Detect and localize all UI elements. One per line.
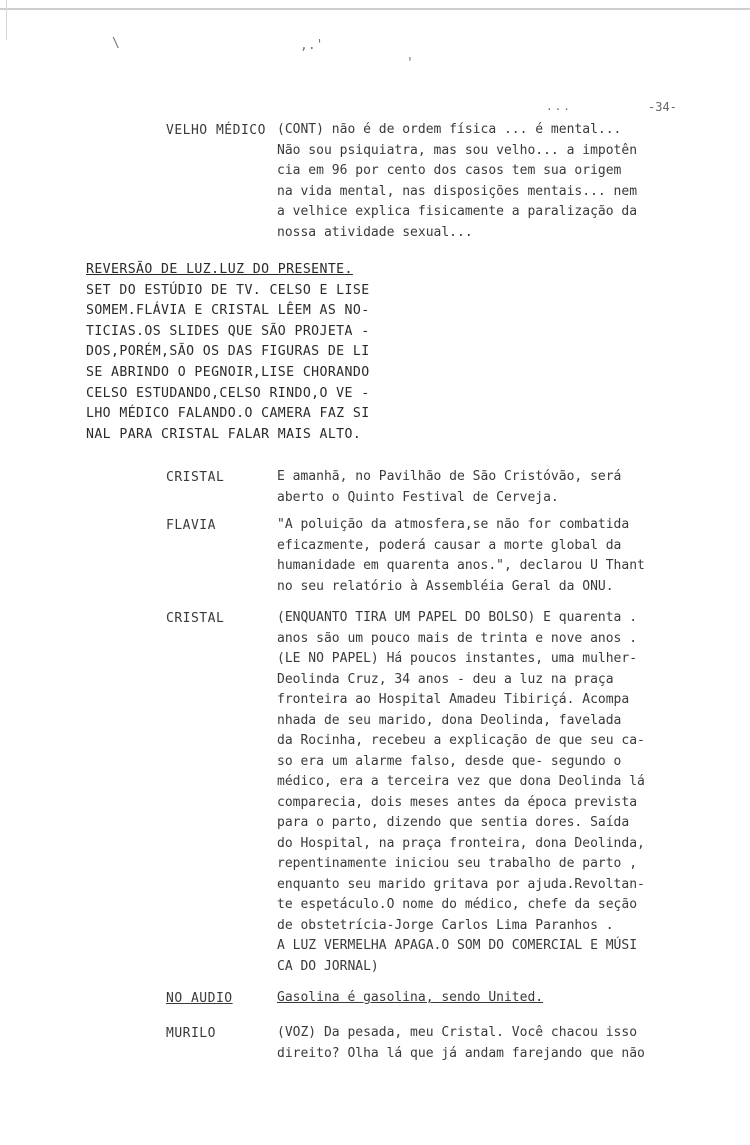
stage-direction xyxy=(86,260,370,445)
dialogue-line: a velhice explica fisicamente a paralização da xyxy=(277,204,638,219)
dialogue-text xyxy=(277,1023,645,1064)
dialogue-line: (LE NO PAPEL) Há poucos instantes, uma mulher- xyxy=(277,651,638,666)
top-dots: ... xyxy=(546,100,572,113)
dialogue-line: (VOZ) Da pesada, meu Cristal. Você chacou isso xyxy=(277,1025,638,1040)
dialogue-line: eficazmente, poderá causar a morte global da xyxy=(277,537,622,553)
dialogue-line: comparecia, dois meses antes da época prevista xyxy=(277,794,638,810)
dialogue-line: enquanto seu marido gritava por ajuda.Revoltan- xyxy=(277,876,645,892)
page-top-rule xyxy=(0,8,750,10)
dialogue-line: CA DO JORNAL) xyxy=(277,958,379,974)
dialogue-line: so era um alarme falso, desde que- segundo o xyxy=(277,753,622,769)
dialogue-line: de obstetrícia-Jorge Carlos Lima Paranhos . xyxy=(277,917,614,933)
dialogue-line: da Rocinha, recebeu a explicação de que seu ca- xyxy=(277,733,645,748)
dialogue-text xyxy=(277,467,621,508)
dialogue-line: aberto o Quinto Festival de Cerveja. xyxy=(277,489,559,505)
stage-line: SOMEM.FLÁVIA E CRISTAL LÊEM AS NO- xyxy=(86,303,370,319)
dialogue-line: A LUZ VERMELHA APAGA.O SOM DO COMERCIAL E MÚSI xyxy=(277,938,638,953)
stage-line: SE ABRINDO O PEGNOIR,LISE CHORANDO xyxy=(86,364,370,380)
dialogue-line: na vida mental, nas disposições mentais... nem xyxy=(277,183,638,199)
stage-line: LHO MÉDICO FALANDO.O CAMERA FAZ SI xyxy=(86,406,370,422)
page-number: -34- xyxy=(648,100,677,114)
dialogue-line: humanidade em quarenta anos.", declarou U Thant xyxy=(277,558,645,573)
dialogue-line: (CONT) não é de ordem física ... é mental... xyxy=(277,122,622,137)
dialogue-line: anos são um pouco mais de trinta e nove anos . xyxy=(277,630,638,646)
dialogue-line: nhada de seu marido, dona Deolinda, favelada xyxy=(277,712,622,728)
dialogue-line: cia em 96 por cento dos casos tem sua origem xyxy=(277,163,622,178)
dialogue-text xyxy=(277,608,645,977)
character-name: VELHO MÉDICO xyxy=(166,123,266,138)
scribble-mark: \ xyxy=(112,36,120,51)
page-left-edge xyxy=(6,0,7,40)
scribble-mark: ' xyxy=(406,56,414,71)
character-name: FLAVIA xyxy=(166,518,216,533)
stage-heading: REVERSÃO DE LUZ.LUZ DO PRESENTE. xyxy=(86,262,353,277)
dialogue-line: Não sou psiquiatra, mas sou velho... a impotên xyxy=(277,142,638,158)
dialogue-line: te espetáculo.O nome do médico, chefe da seção xyxy=(277,897,638,912)
dialogue-line: repentinamente iniciou seu trabalho de parto , xyxy=(277,856,638,871)
dialogue-line: Gasolina é gasolina, sendo United. xyxy=(277,990,544,1005)
dialogue-line: direito? Olha lá que já andam farejando que não xyxy=(277,1045,645,1061)
dialogue-line: do Hospital, na praça fronteira, dona Deolinda, xyxy=(277,835,645,851)
character-name: NO AUDIO xyxy=(166,991,233,1006)
dialogue-text xyxy=(277,988,543,1009)
dialogue-line: E amanhã, no Pavilhão de São Cristóvão, será xyxy=(277,469,622,484)
dialogue-text xyxy=(277,120,637,243)
stage-line: CELSO ESTUDANDO,CELSO RINDO,O VE - xyxy=(86,385,370,401)
scribble-mark: ,.' xyxy=(300,38,324,53)
dialogue-line: no seu relatório à Assembléia Geral da ONU. xyxy=(277,578,614,594)
dialogue-line: (ENQUANTO TIRA UM PAPEL DO BOLSO) E quarenta . xyxy=(277,610,638,625)
stage-line: NAL PARA CRISTAL FALAR MAIS ALTO. xyxy=(86,426,362,442)
dialogue-line: para o parto, dizendo que sentia dores. Saída xyxy=(277,815,630,830)
character-name: CRISTAL xyxy=(166,470,225,485)
stage-line: DOS,PORÉM,SÃO OS DAS FIGURAS DE LI xyxy=(86,344,370,360)
character-name: CRISTAL xyxy=(166,611,225,626)
dialogue-line: "A poluição da atmosfera,se não for combatida xyxy=(277,517,630,532)
dialogue-text xyxy=(277,515,645,597)
character-name: MURILO xyxy=(166,1026,216,1041)
dialogue-line: fronteira ao Hospital Amadeu Tibiriçá. Acompa xyxy=(277,692,630,707)
dialogue-line: nossa atividade sexual... xyxy=(277,224,473,240)
dialogue-line: Deolinda Cruz, 34 anos - deu a luz na praça xyxy=(277,671,614,687)
stage-line: TICIAS.OS SLIDES QUE SÃO PROJETA - xyxy=(86,323,370,339)
dialogue-line: médico, era a terceira vez que dona Deolinda lá xyxy=(277,774,645,789)
stage-line: SET DO ESTÚDIO DE TV. CELSO E LISE xyxy=(86,282,370,298)
